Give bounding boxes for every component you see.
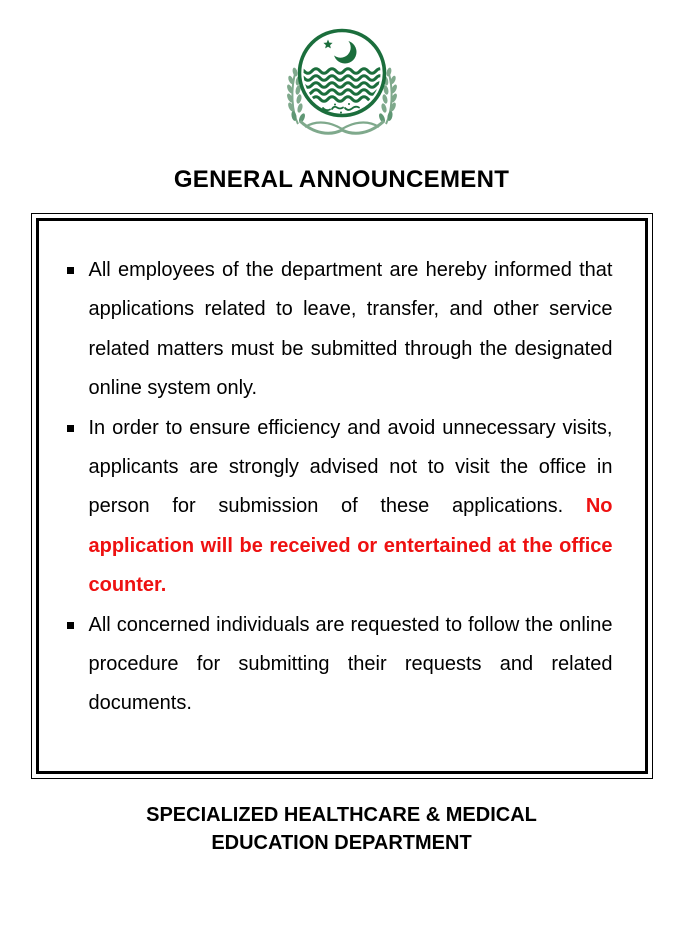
punjab-emblem-logo (282, 26, 402, 138)
bullet-square-icon (67, 267, 74, 274)
announcement-box (31, 213, 653, 779)
department-name-line-2: EDUCATION DEPARTMENT (211, 831, 472, 854)
announcement-bullet-list (66, 251, 613, 724)
department-name-line-1: SPECIALIZED HEALTHCARE & MEDICAL (146, 804, 537, 826)
bullet-item-3 (66, 606, 613, 724)
bullet-square-icon (67, 425, 74, 432)
ribbon-icon (300, 121, 384, 133)
bullet-text: All concerned individuals are requested to follow the online procedure for submitting their requests and related documents. (88, 613, 613, 715)
bullet-text: In order to ensure efficiency and avoid unnecessary visits, applicants are strongly advised not to visit the office in person for submission of these applications. (88, 416, 613, 518)
bullet-square-icon (67, 622, 74, 629)
department-name (0, 802, 683, 857)
bullet-text: All employees of the department are hereby informed that applications related to leave, transfer, and other service related matters must be submitted through the designated online system only. (88, 259, 613, 400)
bullet-item-2 (66, 409, 613, 606)
punjab-government-emblem (282, 26, 402, 138)
bullet-item-1 (66, 251, 613, 409)
announcement-box-inner (36, 218, 648, 774)
page-title: GENERAL ANNOUNCEMENT (173, 166, 510, 193)
alert-text: No application will be received or entertained at the office counter. (88, 495, 613, 597)
